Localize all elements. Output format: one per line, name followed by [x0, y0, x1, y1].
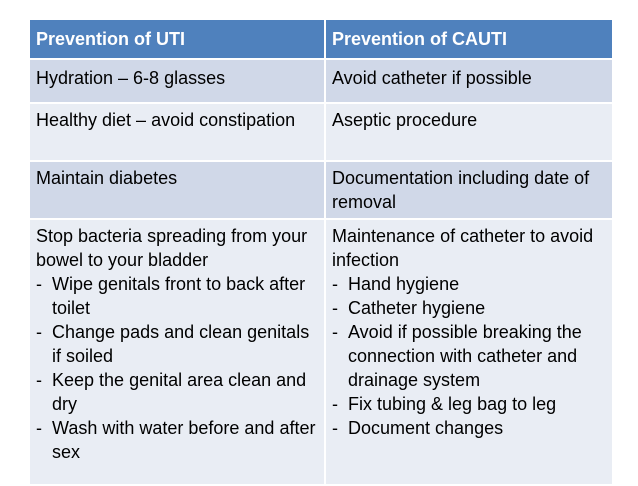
list-item: - Hand hygiene	[332, 272, 606, 296]
table-header-row	[30, 20, 612, 60]
cell-catheter-maintenance	[324, 220, 612, 486]
stop-bacteria-intro: Stop bacteria spreading from your bowel to your bladder	[36, 226, 308, 270]
uti-bullet-list	[36, 272, 318, 464]
list-item: - Document changes	[332, 416, 606, 440]
cell-healthy-diet: Healthy diet – avoid constipation	[30, 104, 324, 162]
cauti-bullet-list	[332, 272, 606, 440]
table-row	[30, 104, 612, 162]
catheter-maintenance-intro: Maintenance of catheter to avoid infection	[332, 226, 594, 270]
cell-documentation: Documentation including date of removal	[324, 162, 612, 220]
table-row	[30, 220, 612, 486]
list-item: - Catheter hygiene	[332, 296, 606, 320]
table-row	[30, 162, 612, 220]
cell-hydration: Hydration – 6-8 glasses	[30, 60, 324, 104]
list-item: - Wash with water before and after sex	[36, 416, 318, 464]
list-item: - Change pads and clean genitals if soiled	[36, 320, 318, 368]
cell-maintain-diabetes: Maintain diabetes	[30, 162, 324, 220]
prevention-table	[30, 20, 612, 486]
header-prevention-uti: Prevention of UTI	[30, 20, 324, 60]
header-prevention-cauti: Prevention of CAUTI	[324, 20, 612, 60]
cell-stop-bacteria	[30, 220, 324, 486]
list-item: - Avoid if possible breaking the connection with catheter and drainage system	[332, 320, 606, 392]
table-row	[30, 60, 612, 104]
list-item: - Fix tubing & leg bag to leg	[332, 392, 606, 416]
cell-aseptic-procedure: Aseptic procedure	[324, 104, 612, 162]
list-item: - Wipe genitals front to back after toilet	[36, 272, 318, 320]
cell-avoid-catheter: Avoid catheter if possible	[324, 60, 612, 104]
list-item: - Keep the genital area clean and dry	[36, 368, 318, 416]
